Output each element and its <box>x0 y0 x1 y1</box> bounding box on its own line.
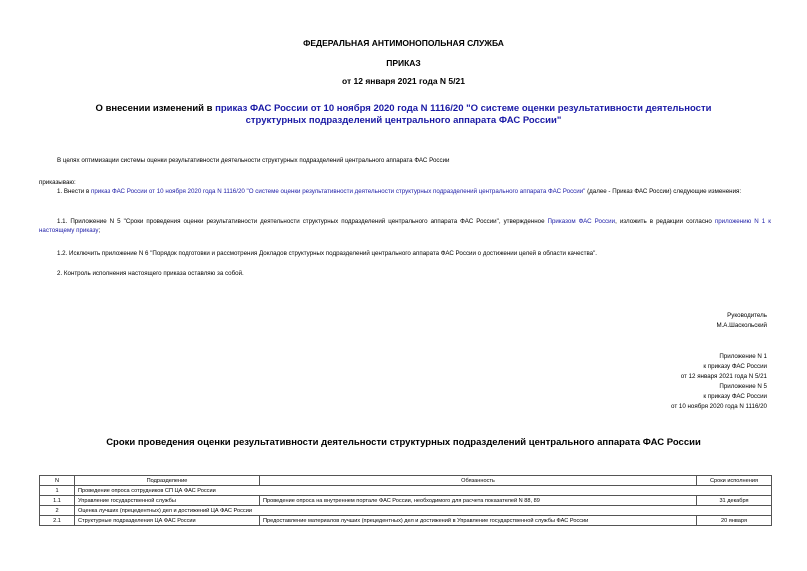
title-prefix: О внесении изменений в <box>95 103 216 114</box>
header-unit: Подразделение <box>75 476 260 486</box>
appendix-title: Сроки проведения оценки результативности деятельности структурных подразделений центрального аппарата ФАС России <box>106 437 701 448</box>
header-term: Сроки исполнения <box>697 476 772 486</box>
row-term: 31 декабря <box>697 496 772 506</box>
row-unit: Управление государственной службы <box>75 496 260 506</box>
row-number: 2 <box>40 506 75 516</box>
row-section-title: Проведение опроса сотрудников СП ЦА ФАС России <box>75 486 772 496</box>
row-number: 2.1 <box>40 516 75 526</box>
signature-name: М.А.Шаскольский <box>716 322 767 329</box>
p11-text-a: 1.1. Приложение N 5 "Сроки проведения оценки результативности деятельности структурных подразделений центрального аппарата ФАС России", утвержденное <box>57 218 548 225</box>
table-header-row <box>40 476 772 486</box>
deadlines-table <box>39 475 772 526</box>
title-link[interactable]: приказ ФАС России от 10 ноября 2020 года N 1116/20 "О системе оценки результативности деятельности структурных подразделений центрального аппарата ФАС России" <box>215 103 712 126</box>
appendix-line-1: Приложение N 1 <box>719 353 767 360</box>
paragraph-1-2: 1.2. Исключить приложение N 6 "Порядок подготовки и рассмотрения Докладов структурных подразделений центрального аппарата ФАС России о достижении целей в области качества". <box>57 250 598 257</box>
header-n: N <box>40 476 75 486</box>
appendix-line-5: к приказу ФАС России <box>703 393 767 400</box>
order-word: приказываю: <box>39 179 76 186</box>
agency-heading: ФЕДЕРАЛЬНАЯ АНТИМОНОПОЛЬНАЯ СЛУЖБА <box>303 38 504 48</box>
row-number: 1.1 <box>40 496 75 506</box>
p1-text-b: (далее - Приказ ФАС России) следующие изменения: <box>585 188 742 195</box>
p1-order-link[interactable]: приказ ФАС России от 10 ноября 2020 года N 1116/20 "О системе оценки результативности деятельности структурных подразделений центрального аппарата ФАС России" <box>90 188 586 195</box>
p11-text-c: ; <box>98 227 101 234</box>
signature-position: Руководитель <box>727 312 767 319</box>
appendix-line-4: Приложение N 5 <box>719 383 767 390</box>
appendix-line-3: от 12 января 2021 года N 5/21 <box>680 373 767 380</box>
row-duty: Проведение опроса на внутреннем портале ФАС России, необходимого для расчета показателей N 88, 89 <box>260 496 697 506</box>
document-title <box>70 103 737 127</box>
paragraph-1-1 <box>39 217 771 235</box>
signature-block <box>716 311 767 331</box>
table-row <box>40 516 772 526</box>
paragraph-2: 2. Контроль исполнения настоящего приказа оставляю за собой. <box>57 270 244 277</box>
appendix-line-6: от 10 ноября 2020 года N 1116/20 <box>671 403 767 410</box>
row-section-title: Оценка лучших (прецедентных) дел и достижений ЦА ФАС России <box>75 506 772 516</box>
doc-date-heading: от 12 января 2021 года N 5/21 <box>342 76 465 86</box>
p11-order-link[interactable]: Приказом ФАС России <box>547 218 616 225</box>
intro-paragraph: В целях оптимизации системы оценки результативности деятельности структурных подразделений центрального аппарата ФАС России <box>57 157 450 164</box>
row-number: 1 <box>40 486 75 496</box>
header-duty: Обязанность <box>260 476 697 486</box>
p1-text-a: 1. Внести в <box>57 188 91 195</box>
appendix-line-2: к приказу ФАС России <box>703 363 767 370</box>
table-row <box>40 486 772 496</box>
appendix-header <box>671 352 767 412</box>
row-unit: Структурные подразделения ЦА ФАС России <box>75 516 260 526</box>
row-term: 20 января <box>697 516 772 526</box>
p11-text-b: , изложить в редакции согласно <box>615 218 715 225</box>
doc-type-heading: ПРИКАЗ <box>386 58 421 68</box>
paragraph-1 <box>39 187 771 196</box>
table-row <box>40 496 772 506</box>
row-duty: Предоставление материалов лучших (прецедентных) дел и достижений в Управление государственной службы ФАС России <box>260 516 697 526</box>
table-row <box>40 506 772 516</box>
p11-appendix-link[interactable]: приложению N 1 к настоящему приказу <box>39 218 771 234</box>
